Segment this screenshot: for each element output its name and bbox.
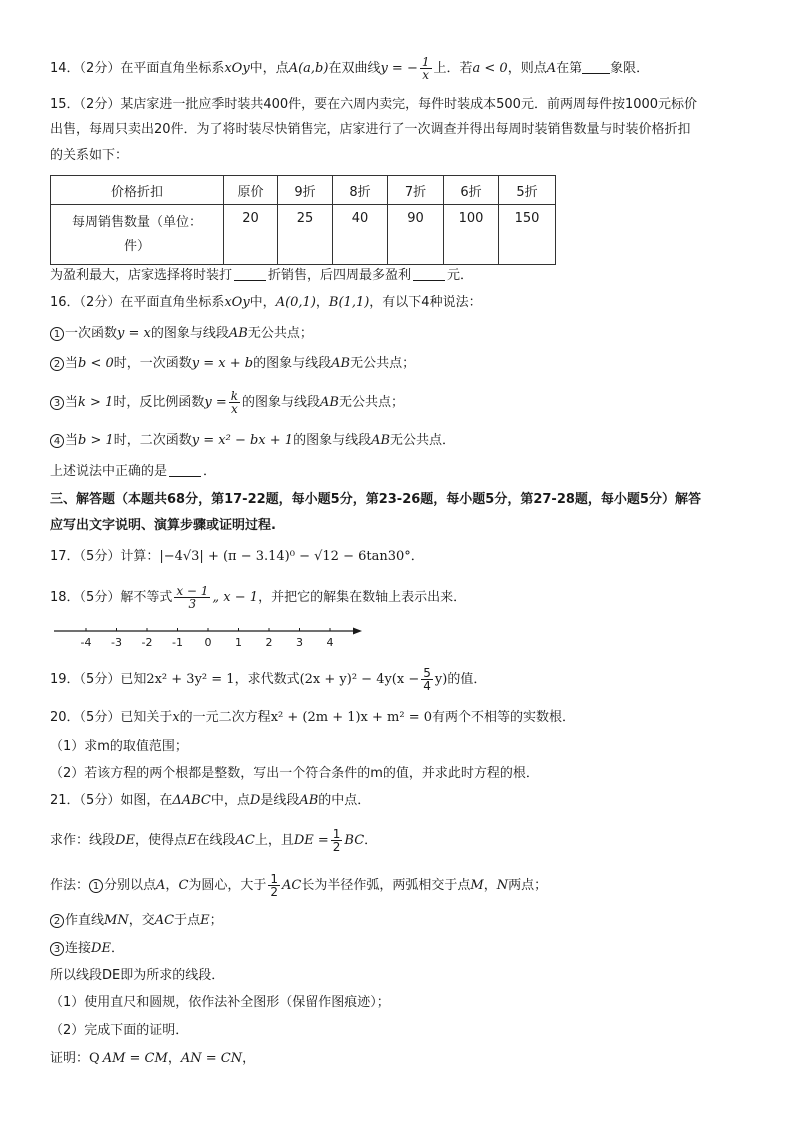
q17-line: 17．（5分）计算：|−4√3| + (π − 3.14)⁰ − √12 − 6tan30°．: [50, 549, 424, 564]
q18-fraction: $\frac{x - 1}{3}$: [176, 584, 209, 611]
table-cell: 8折: [333, 176, 388, 205]
number-line-tick-label: 1: [235, 636, 242, 649]
table-cell: 90: [388, 205, 444, 265]
q14-fraction: $\frac{1}{x}$: [421, 55, 430, 82]
table-row: [51, 176, 556, 205]
circled-number: 1: [50, 327, 64, 341]
table-header-cell: 每周销售数量（单位： 件）: [51, 205, 224, 265]
q15-line1: 15．（2分）某店家进一批应季时装共400件，要在六周内卖完，每件时装成本500元．前两周每件按1000元标价: [50, 97, 698, 112]
half-fraction: $\frac{1}{2}$: [270, 872, 279, 899]
table-row: [51, 205, 556, 265]
circled-number: 4: [50, 434, 64, 448]
number-line-tick-label: 3: [296, 636, 303, 649]
price-discount-table: [50, 175, 556, 265]
q21-method-step2: 2 作直线MN，交AC于点E；: [50, 911, 223, 931]
q14-line: 14．（2分）在平面直角坐标系xOy中，点A(a,b)在双曲线y = − $\frac{1}{x}$ 上．若a < 0，则点A在第 象限．: [50, 55, 650, 82]
circled-number: 1: [89, 879, 103, 893]
number-line-tick-label: 2: [265, 636, 273, 649]
table-cell: 100: [444, 205, 499, 265]
q21-method-step3: 3 连接DE．: [50, 939, 124, 959]
table-cell: 9折: [278, 176, 333, 205]
section-3-heading: 三、解答题（本题共68分，第17-22题，每小题5分，第23-26题，每小题5分，第27-28题，每小题5分）解答: [50, 492, 701, 507]
table-cell: 25: [278, 205, 333, 265]
q21-requirement: 求作：线段DE，使得点E在线段AC上，且DE = $\frac{1}{2}$ BC．: [50, 827, 378, 854]
number-line-tick-label: -3: [111, 636, 122, 649]
q16-statement-1: 1 一次函数y = x的图象与线段AB无公共点；: [50, 324, 313, 344]
q16-statement-2: 2 当b < 0时，一次函数y = x + b的图象与线段AB无公共点；: [50, 354, 415, 374]
q16-line: 16．（2分）在平面直角坐标系xOy中，A(0,1)，B(1,1)，有以下4种说法：: [50, 295, 482, 310]
q15-discount-blank[interactable]: [234, 266, 266, 281]
half-fraction: $\frac{1}{2}$: [332, 827, 341, 854]
number-line-tick-label: 0: [204, 636, 212, 649]
number-line-tick-label: 4: [326, 636, 334, 649]
arrow-right-icon: [353, 628, 362, 635]
q20-line: 20．（5分）已知关于x的一元二次方程x² + (2m + 1)x + m² = 0有两个不相等的实数根．: [50, 710, 576, 725]
circled-number: 2: [50, 357, 64, 371]
q16-answer-blank[interactable]: [169, 462, 201, 477]
q15-line2: 出售，每周只卖出20件．为了将时装尽快销售完，店家进行了一次调查并得出每周时装销售数量与时装价格折扣: [50, 122, 691, 137]
table-cell: 20: [224, 205, 278, 265]
table-cell: 6折: [444, 176, 499, 205]
circled-number: 3: [50, 942, 64, 956]
q19-fraction: $\frac{5}{4}$: [423, 666, 431, 693]
q21-proof: 证明：Q AM = CM，AN = CN，: [50, 1051, 256, 1066]
q16-statement-3: 3 当k > 1时，反比例函数y = $\frac{k}{x}$ 的图象与线段AB无公共点；: [50, 390, 404, 415]
q14-answer-blank[interactable]: [582, 59, 610, 74]
q20-part1: （1）求m的取值范围；: [50, 739, 188, 754]
q16-k-over-x: $\frac{k}{x}$: [230, 389, 238, 416]
q16-statement-4: 4 当b > 1时，二次函数y = x² − bx + 1的图象与线段AB无公共点．: [50, 431, 455, 451]
q15-profit-blank[interactable]: [413, 266, 445, 281]
section-3-heading-cont: 应写出文字说明、演算步骤或证明过程.: [50, 518, 276, 533]
table-cell: 5折: [499, 176, 556, 205]
q19-line: 19．（5分）已知2x² + 3y² = 1，求代数式(2x + y)² − 4y(x − $\frac{5}{4}$ y)的值．: [50, 666, 487, 693]
table-cell: 原价: [224, 176, 278, 205]
table-cell: 40: [333, 205, 388, 265]
q21-method-step1: 作法： 1 分别以点A，C为圆心，大于 $\frac{1}{2}$ AC长为半径作弧，两弧相交于点M，N两点；: [50, 872, 548, 899]
table-header-cell: 价格折扣: [51, 176, 224, 205]
table-cell: 7折: [388, 176, 444, 205]
circled-number: 2: [50, 914, 64, 928]
number-line-tick-label: -2: [141, 636, 153, 649]
q18-number-line: [50, 620, 380, 650]
number-line-tick-label: -1: [172, 636, 183, 649]
q16-question: 上述说法中正确的是 ．: [50, 464, 217, 479]
q21-part2: （2）完成下面的证明．: [50, 1023, 189, 1038]
q18-line: 18．（5分）解不等式 $\frac{x - 1}{3}$ „ x − 1，并把它的解集在数轴上表示出来．: [50, 584, 467, 611]
q15-answer-line: 为盈利最大，店家选择将时装打 折销售，后四周最多盈利 元．: [50, 268, 474, 283]
q21-line: 21．（5分）如图，在ΔABC中，点D是线段AB的中点．: [50, 793, 371, 808]
q15-line3: 的关系如下：: [50, 148, 129, 163]
q21-part1: （1）使用直尺和圆规，依作法补全图形（保留作图痕迹）；: [50, 995, 390, 1010]
q21-conclusion: 所以线段DE即为所求的线段．: [50, 968, 225, 983]
table-cell: 150: [499, 205, 556, 265]
q20-part2: （2）若该方程的两个根都是整数，写出一个符合条件的m的值，并求此时方程的根．: [50, 766, 539, 781]
number-line-tick-label: -4: [80, 636, 92, 649]
circled-number: 3: [50, 396, 64, 410]
